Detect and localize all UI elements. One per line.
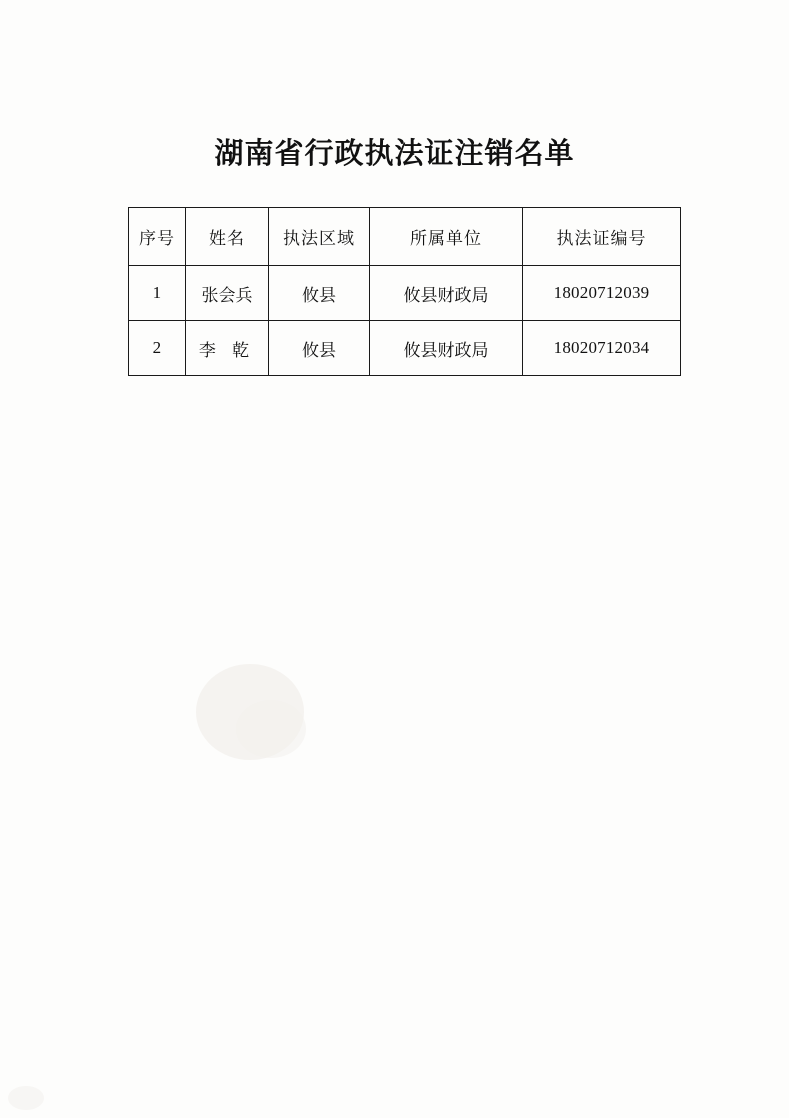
scan-artifact bbox=[236, 700, 306, 758]
column-header-unit: 所属单位 bbox=[370, 208, 523, 266]
registry-table bbox=[128, 207, 681, 376]
column-header-certificate: 执法证编号 bbox=[523, 208, 681, 266]
table-row bbox=[129, 321, 681, 376]
cell-index: 2 bbox=[129, 321, 186, 376]
cell-certificate: 18020712039 bbox=[523, 266, 681, 321]
cell-name: 李 乾 bbox=[186, 321, 269, 376]
cell-name: 张会兵 bbox=[186, 266, 269, 321]
scan-artifact bbox=[8, 1086, 44, 1110]
cell-area: 攸县 bbox=[269, 321, 370, 376]
scan-artifact bbox=[196, 664, 304, 760]
cell-unit: 攸县财政局 bbox=[370, 266, 523, 321]
table-header-row bbox=[129, 208, 681, 266]
registry-table-container bbox=[128, 207, 675, 376]
column-header-name: 姓名 bbox=[186, 208, 269, 266]
column-header-area: 执法区域 bbox=[269, 208, 370, 266]
column-header-index: 序号 bbox=[129, 208, 186, 266]
page-title: 湖南省行政执法证注销名单 bbox=[214, 136, 575, 170]
cell-area: 攸县 bbox=[269, 266, 370, 321]
table-row bbox=[129, 266, 681, 321]
cell-unit: 攸县财政局 bbox=[370, 321, 523, 376]
cell-index: 1 bbox=[129, 266, 186, 321]
cell-certificate: 18020712034 bbox=[523, 321, 681, 376]
